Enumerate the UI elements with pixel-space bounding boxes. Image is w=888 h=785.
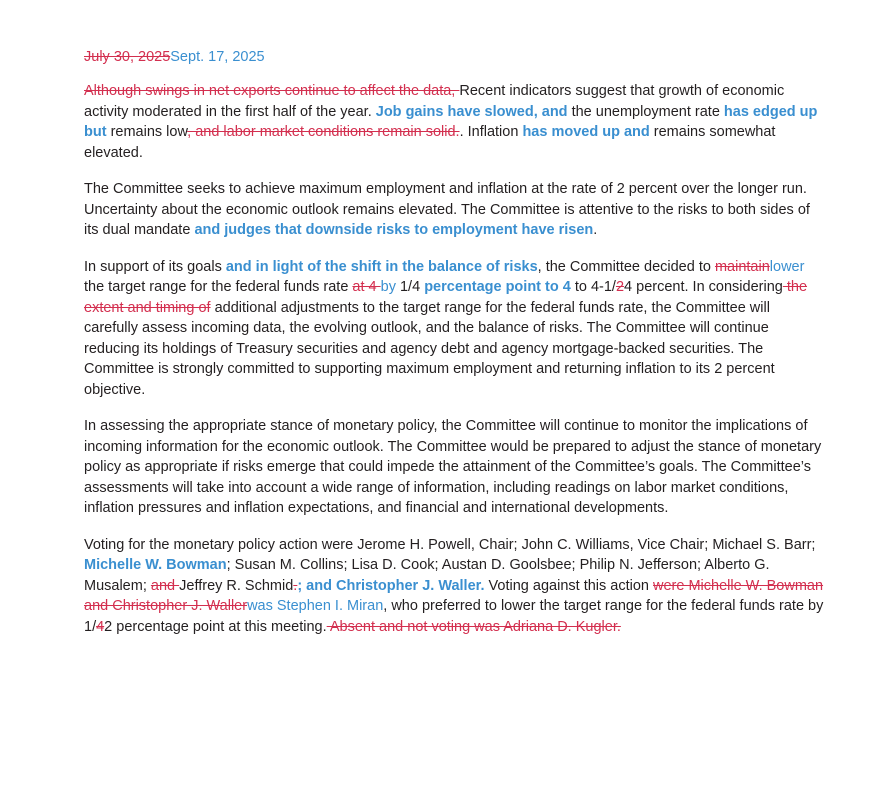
fomc-statement-redline [84,47,824,653]
inserted-text: by [380,279,396,295]
deleted-text: and [150,577,180,594]
text: In assessing the appropriate stance of monetary policy, the Committee will continue to monitor the implications of incoming information for the economic outlook. The Committee would be prepared to adjust the stance of monetary policy as appropriate if risks emerge that could impede the attainment of the Committee’s goals. The Committee’s assessments will take into account a wide range of information, including readings on labor market conditions, inflation pressures and inflation expectations, and financial and international developments. [84,418,822,516]
inserted-text: Michelle W. Bowman [84,557,227,573]
inserted-date: Sept. 17, 2025 [170,49,265,65]
text: to 4-1/ [570,279,616,295]
text: In support of its goals [84,258,226,275]
text: ; Susan M. Collins; Lisa D. Cook; Austan D. Goolsbee; Philip N. Jefferson; Alberto G. Musalem; [84,557,770,594]
deleted-text: at 4 [352,279,381,295]
inserted-text: has moved up and [522,124,650,140]
inserted-text: lower [769,258,805,275]
text: additional adjustments to the target range for the federal funds rate, the Committee will carefully assess incoming data, the evolving outlook, and the balance of risks. The Committee will continue reducing its holdings of Treasury securities and agency debt and agency mortgage-backed securities. The Committee is strongly committed to supporting maximum employment and returning inflation to its 2 percent objective. [84,299,775,398]
paragraph-policy-decision [84,257,824,401]
dateline [84,47,824,67]
deleted-text: 2 [615,279,625,295]
deleted-text: 4 [96,618,105,635]
text: The Committee seeks to achieve maximum employment and inflation at the rate of 2 percent over the longer run. Uncertainty about the economic outlook remains elevated. The Committee is attentive to the risks to both sides of its dual mandate [84,181,810,238]
text: the target range for the federal funds rate [84,279,353,295]
paragraph-dual-mandate [84,179,824,241]
text: 2 percentage point at this meeting. [104,618,327,635]
paragraph-voting [84,535,824,638]
text: Jeffrey R. Schmid [179,577,294,594]
text: 4 percent. In considering [624,279,783,295]
inserted-text: and judges that downside risks to employment have risen [194,222,594,238]
text: Voting against this action [484,577,654,594]
paragraph-monetary-stance [84,416,824,519]
inserted-text: and in light of the shift in the balance of risks [225,258,538,275]
deleted-text: Although swings in net exports continue to affect the data, [84,83,460,99]
text: , the Committee decided to [537,258,715,275]
deleted-text: maintain [714,258,770,275]
text: , who preferred to lower the target range for the federal funds rate by 1/ [84,598,824,635]
text: the unemployment rate [567,103,724,120]
text: . Inflation [459,124,523,140]
deleted-text: Absent and not voting was Adriana D. Kugler. [326,618,621,635]
inserted-text: ; and Christopher J. Waller. [297,577,485,594]
inserted-text: has edged up but [84,103,818,140]
text: Recent indicators suggest that growth of economic activity moderated in the first half of the year. [84,83,785,120]
text: . [593,222,598,238]
deleted-text: the extent and timing of [84,279,808,316]
text: Voting for the monetary policy action were Jerome H. Powell, Chair; John C. Williams, Vice Chair; Michael S. Barr; [84,536,816,553]
paragraph-economic-activity [84,81,824,163]
deleted-date: July 30, 2025 [84,49,171,65]
deleted-text: . [293,577,298,594]
inserted-text: Job gains have slowed, and [375,103,568,120]
inserted-text: was Stephen I. Miran [247,598,384,614]
text: remains somewhat elevated. [84,124,776,161]
text: remains low [106,124,188,140]
deleted-text: were Michelle W. Bowman and Christopher J. Waller [84,577,824,614]
text: 1/4 [395,279,425,295]
inserted-text: percentage point to 4 [424,279,571,295]
deleted-text: , and labor market conditions remain solid. [187,124,460,140]
